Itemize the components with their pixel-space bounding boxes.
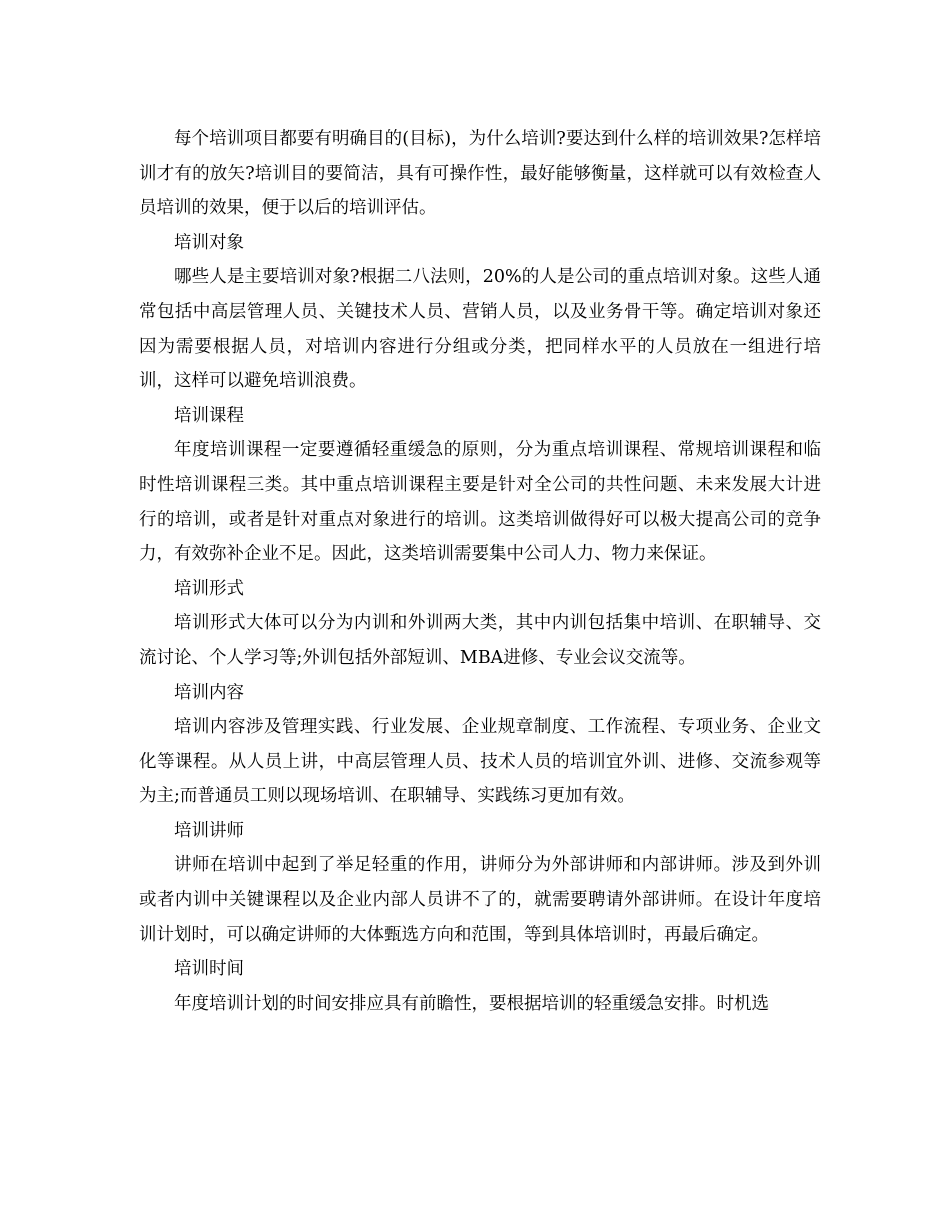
- heading-training-instructors: 培训讲师: [174, 820, 244, 841]
- heading-training-courses: 培训课程: [174, 405, 244, 426]
- paragraph-training-time: 年度培训计划的时间安排应具有前瞻性，要根据培训的轻重缓急安排。时机选: [174, 993, 769, 1014]
- heading-training-format: 培训形式: [174, 578, 244, 599]
- document-body: [139, 122, 821, 1021]
- paragraph-training-instructors: 讲师在培训中起到了举足轻重的作用，讲师分为外部讲师和内部讲师。涉及到外训或者内训中关键课程以及企业内部人员讲不了的，就需要聘请外部讲师。在设计年度培训计划时，可以确定讲师的大体甄选方向和范围，等到具体培训时，再最后确定。: [139, 855, 821, 945]
- heading-training-time: 培训时间: [174, 959, 244, 980]
- paragraph-training-content: 培训内容涉及管理实践、行业发展、企业规章制度、工作流程、专项业务、企业文化等课程。从人员上讲，中高层管理人员、技术人员的培训宜外训、进修、交流参观等为主;而普通员工则以现场培训、在职辅导、实践练习更加有效。: [139, 717, 821, 807]
- paragraph-training-audience: 哪些人是主要培训对象?根据二八法则，20%的人是公司的重点培训对象。这些人通常包括中高层管理人员、关键技术人员、营销人员，以及业务骨干等。确定培训对象还因为需要根据人员，对培训内容进行分组或分类，把同样水平的人员放在一组进行培训，这样可以避免培训浪费。: [139, 267, 821, 392]
- paragraph-training-objective: 每个培训项目都要有明确目的(目标)，为什么培训?要达到什么样的培训效果?怎样培训才有的放矢?培训目的要简洁，具有可操作性，最好能够衡量，这样就可以有效检查人员培训的效果，便于以后的培训评估。: [139, 129, 821, 219]
- paragraph-training-courses: 年度培训课程一定要遵循轻重缓急的原则，分为重点培训课程、常规培训课程和临时性培训课程三类。其中重点培训课程主要是针对全公司的共性问题、未来发展大计进行的培训，或者是针对重点对象进行的培训。这类培训做得好可以极大提高公司的竞争力，有效弥补企业不足。因此，这类培训需要集中公司人力、物力来保证。: [139, 440, 821, 565]
- paragraph-training-format: 培训形式大体可以分为内训和外训两大类，其中内训包括集中培训、在职辅导、交流讨论、个人学习等;外训包括外部短训、MBA进修、专业会议交流等。: [139, 613, 821, 668]
- heading-training-content: 培训内容: [174, 682, 244, 703]
- heading-training-audience: 培训对象: [174, 232, 244, 253]
